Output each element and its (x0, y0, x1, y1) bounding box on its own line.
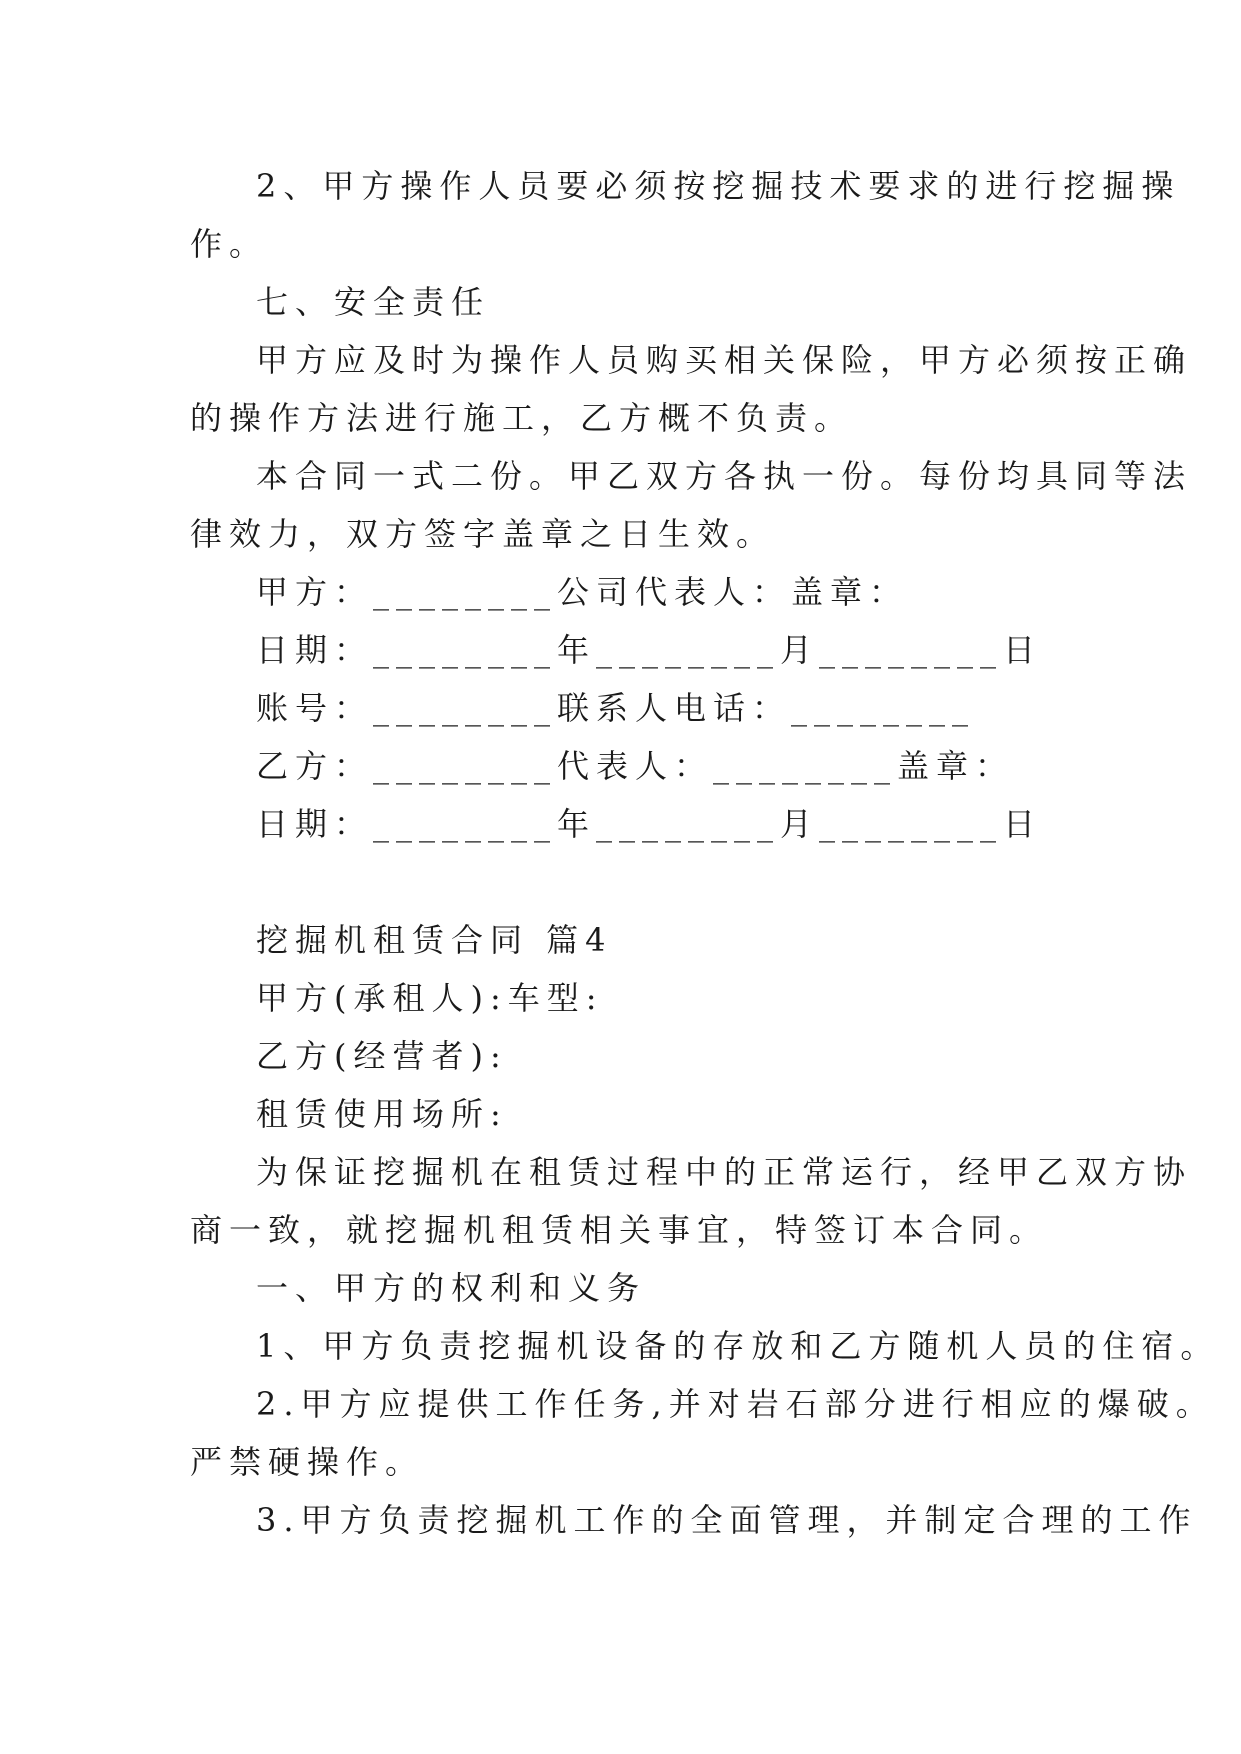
date-line-party-b: 日期：________年________月________日 (256, 805, 1043, 843)
section-heading: 七、安全责任 (256, 283, 491, 321)
paragraph-line: 的操作方法进行施工，乙方概不负责。 (190, 399, 854, 437)
paragraph-line: 严禁硬操作。 (190, 1443, 425, 1481)
signature-line-party-b: 乙方：________代表人：________盖章： (256, 747, 1015, 785)
paragraph-line: 甲方应及时为操作人员购买相关保险，甲方必须按正确 (256, 341, 1193, 379)
account-line: 账号：________联系人电话：________ (256, 689, 976, 727)
document-title: 挖掘机租赁合同 篇4 (256, 921, 613, 959)
paragraph-line: 2、甲方操作人员要必须按挖掘技术要求的进行挖掘操 (256, 167, 1181, 205)
paragraph-line: 乙方(经营者): (256, 1037, 508, 1075)
paragraph-line: 为保证挖掘机在租赁过程中的正常运行，经甲乙双方协 (256, 1153, 1193, 1191)
paragraph-line: 1、甲方负责挖掘机设备的存放和乙方随机人员的住宿。 (256, 1327, 1220, 1365)
paragraph-line: 律效力，双方签字盖章之日生效。 (190, 515, 776, 553)
paragraph-line: 商一致，就挖掘机租赁相关事宜，特签订本合同。 (190, 1211, 1049, 1249)
section-heading: 一、甲方的权利和义务 (256, 1269, 647, 1307)
paragraph-line: 本合同一式二份。甲乙双方各执一份。每份均具同等法 (256, 457, 1193, 495)
paragraph-line: 甲方(承租人):车型: (256, 979, 604, 1017)
date-line-party-a: 日期：________年________月________日 (256, 631, 1043, 669)
signature-line-party-a: 甲方：________公司代表人：盖章： (256, 573, 909, 611)
paragraph-line: 租赁使用场所: (256, 1095, 508, 1133)
paragraph-line: 2.甲方应提供工作任务,并对岩石部分进行相应的爆破。 (256, 1385, 1215, 1423)
paragraph-line: 作。 (190, 225, 269, 263)
paragraph-line: 3.甲方负责挖掘机工作的全面管理，并制定合理的工作 (256, 1501, 1198, 1539)
